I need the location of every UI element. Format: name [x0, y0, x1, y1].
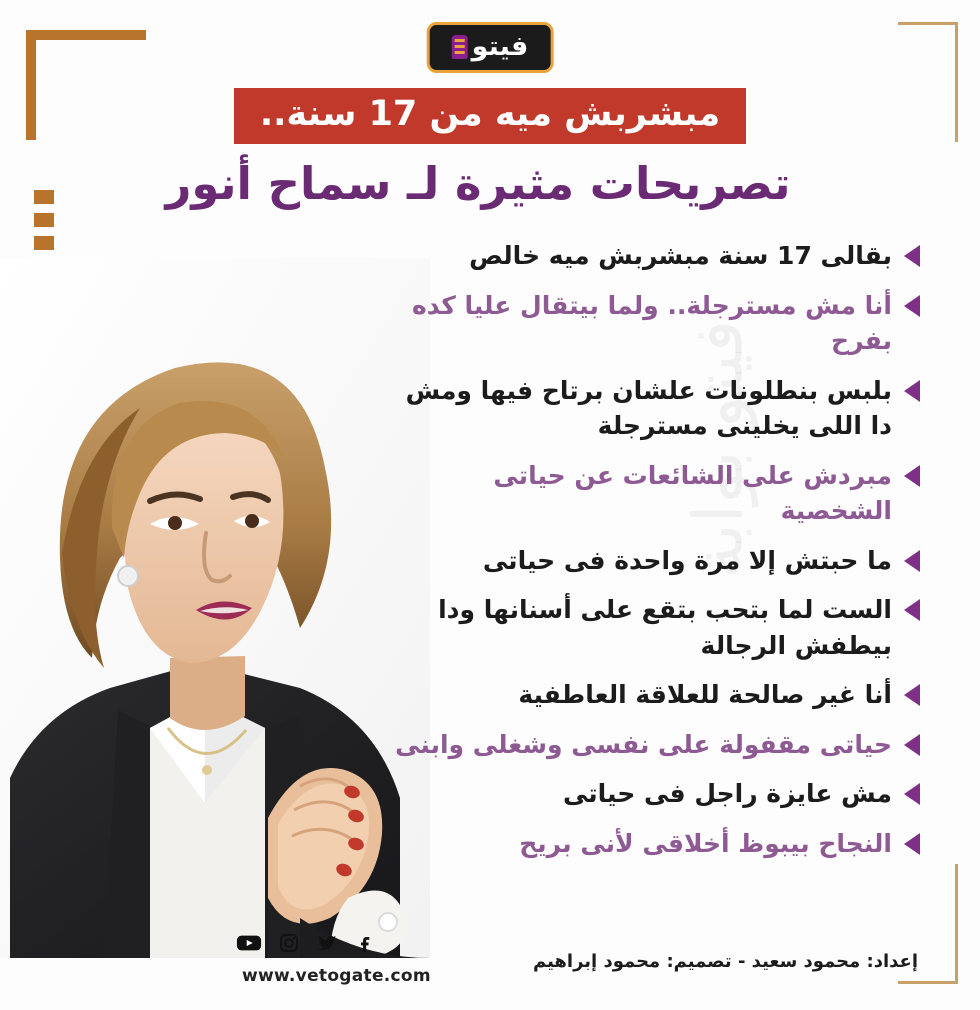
watermark-text: فيتو بوابة [680, 320, 759, 579]
website-url[interactable]: www.vetogate.com [242, 966, 431, 986]
instagram-icon[interactable] [278, 932, 300, 954]
site-logo[interactable] [427, 22, 554, 73]
page-title: تصريحات مثيرة لـ سماح أنور [165, 157, 791, 210]
statement-text: أنا غير صالحة للعلاقة العاطفية [518, 680, 892, 709]
microphone-icon [452, 35, 468, 59]
social-links[interactable] [236, 932, 376, 954]
statement-text: مش عايزة راجل فى حياتى [562, 779, 892, 808]
bullet-arrow-icon [904, 245, 920, 267]
bullet-arrow-icon [904, 599, 920, 621]
list-item [380, 288, 920, 359]
list-item [380, 826, 920, 862]
list-item [380, 543, 920, 579]
statement-text: الست لما بتحب بتقع على أسنانها ودا بيطفش الرجالة [438, 595, 892, 660]
list-item [380, 776, 920, 812]
kicker-container [0, 88, 980, 144]
bullet-arrow-icon [904, 295, 920, 317]
list-item [380, 373, 920, 444]
list-item [380, 677, 920, 713]
statement-text: النجاح بيبوظ أخلاقى لأنى بريح [519, 828, 892, 858]
statement-text: بلبس بنطلونات علشان برتاح فيها ومش دا اللى يخلينى مسترجلة [405, 375, 892, 440]
youtube-icon[interactable] [236, 932, 262, 954]
bullet-arrow-icon [904, 734, 920, 756]
bullet-arrow-icon [904, 783, 920, 805]
statements-list [380, 238, 920, 861]
bullet-arrow-icon [904, 380, 920, 402]
list-item [380, 592, 920, 663]
list-item [380, 238, 920, 274]
list-item [380, 458, 920, 529]
headline-kicker: مبشربش ميه من 17 سنة.. [234, 88, 746, 144]
bullet-arrow-icon [904, 684, 920, 706]
statement-text: مبردش على الشائعات عن حياتى الشخصية [493, 460, 892, 525]
statement-text: حياتى مقفولة على نفسى وشغلى وابنى [395, 729, 892, 759]
bullet-arrow-icon [904, 550, 920, 572]
statement-text: ما حبتش إلا مرة واحدة فى حياتى [482, 545, 892, 575]
portrait-photo [0, 258, 430, 958]
facebook-icon[interactable] [354, 932, 376, 954]
credits-text: إعداد: محمود سعيد - تصميم: محمود إبراهيم [532, 951, 918, 972]
statement-text: أنا مش مسترجلة.. ولما بيتقال عليا كده بفرح [412, 290, 892, 355]
statement-text: بقالى 17 سنة مبشربش ميه خالص [469, 241, 892, 270]
bullet-arrow-icon [904, 833, 920, 855]
twitter-icon[interactable] [316, 932, 338, 954]
bullet-arrow-icon [904, 465, 920, 487]
logo-label: فيتو [471, 31, 529, 62]
list-item [380, 727, 920, 763]
